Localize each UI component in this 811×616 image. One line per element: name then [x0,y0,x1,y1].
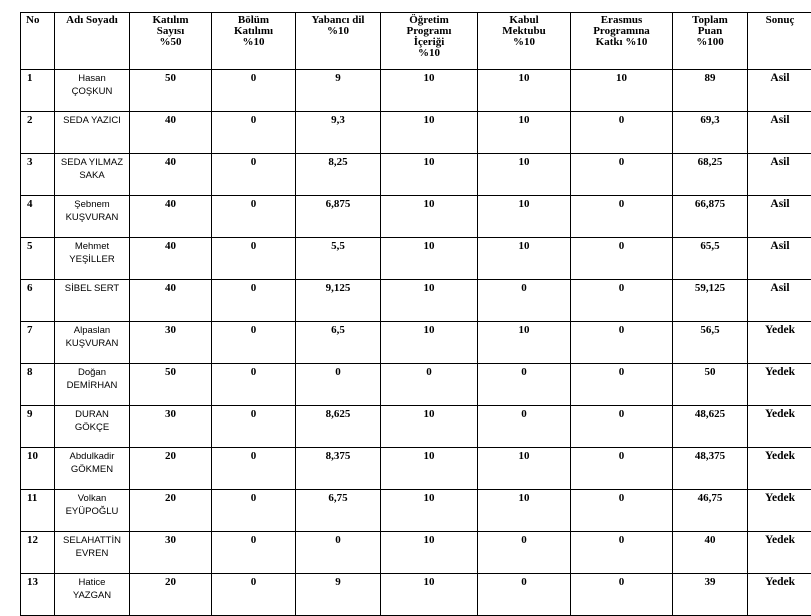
cell-erasmus: 0 [571,448,673,490]
cell-dil: 6,875 [296,196,381,238]
header-line: Kabul [478,15,570,26]
cell-kabul: 0 [478,532,571,574]
cell-name [55,70,130,112]
header-line: %10 [381,48,477,59]
cell-kabul: 0 [478,574,571,616]
header-line: Mektubu [478,26,570,37]
cell-dil: 6,75 [296,490,381,532]
cell-katilim: 50 [130,70,212,112]
name-line: YAZGAN [55,589,129,602]
cell-toplam: 56,5 [673,322,748,364]
cell-name [55,154,130,196]
cell-ogretim: 10 [381,238,478,280]
header-line: %10 [478,37,570,48]
cell-no: 7 [21,322,55,364]
header-line: Erasmus [571,15,672,26]
cell-name [55,364,130,406]
cell-sonuc: Asil [748,70,811,112]
cell-toplam: 39 [673,574,748,616]
name-line: Hasan [55,72,129,85]
cell-dil: 9 [296,70,381,112]
header-line: %10 [212,37,295,48]
cell-dil: 6,5 [296,322,381,364]
table-row [21,574,811,616]
header-sonuc [748,13,811,70]
header-line: Adı Soyadı [55,15,129,26]
cell-ogretim: 10 [381,280,478,322]
cell-bolum: 0 [212,154,296,196]
results-table [20,12,811,616]
header-ogretim [381,13,478,70]
name-line: Doğan [55,366,129,379]
cell-sonuc: Asil [748,280,811,322]
cell-katilim: 40 [130,196,212,238]
name-line: GÖKÇE [55,421,129,434]
cell-kabul: 10 [478,490,571,532]
name-line: YEŞİLLER [55,253,129,266]
name-line: DEMİRHAN [55,379,129,392]
header-kabul [478,13,571,70]
table-row [21,364,811,406]
cell-ogretim: 10 [381,448,478,490]
table-row [21,154,811,196]
cell-name [55,490,130,532]
cell-dil: 9,3 [296,112,381,154]
cell-erasmus: 0 [571,574,673,616]
cell-sonuc: Yedek [748,448,811,490]
cell-no: 9 [21,406,55,448]
cell-ogretim: 10 [381,70,478,112]
cell-name [55,532,130,574]
cell-katilim: 40 [130,238,212,280]
cell-ogretim: 10 [381,490,478,532]
cell-sonuc: Asil [748,154,811,196]
cell-bolum: 0 [212,322,296,364]
cell-bolum: 0 [212,112,296,154]
header-line: Katılım [130,15,211,26]
cell-katilim: 20 [130,490,212,532]
cell-name [55,196,130,238]
cell-name [55,280,130,322]
table-row [21,280,811,322]
cell-ogretim: 10 [381,532,478,574]
cell-name [55,448,130,490]
cell-no: 3 [21,154,55,196]
cell-bolum: 0 [212,280,296,322]
name-line: SEDA YILMAZ [55,156,129,169]
name-line: KUŞVURAN [55,211,129,224]
cell-dil: 8,625 [296,406,381,448]
cell-katilim: 30 [130,406,212,448]
cell-erasmus: 0 [571,364,673,406]
cell-ogretim: 10 [381,406,478,448]
header-toplam [673,13,748,70]
cell-name [55,112,130,154]
cell-bolum: 0 [212,70,296,112]
cell-no: 5 [21,238,55,280]
cell-katilim: 20 [130,448,212,490]
cell-katilim: 40 [130,154,212,196]
name-line: Mehmet [55,240,129,253]
cell-dil: 8,375 [296,448,381,490]
cell-bolum: 0 [212,490,296,532]
cell-ogretim: 10 [381,574,478,616]
cell-dil: 0 [296,532,381,574]
cell-kabul: 10 [478,196,571,238]
cell-toplam: 48,375 [673,448,748,490]
cell-erasmus: 0 [571,196,673,238]
header-bolum [212,13,296,70]
name-line: ÇOŞKUN [55,85,129,98]
cell-name [55,322,130,364]
cell-bolum: 0 [212,532,296,574]
cell-kabul: 10 [478,112,571,154]
cell-toplam: 48,625 [673,406,748,448]
name-line: Hatice [55,576,129,589]
cell-erasmus: 10 [571,70,673,112]
header-line: İçeriği [381,37,477,48]
name-line: SELAHATTİN [55,534,129,547]
cell-no: 6 [21,280,55,322]
name-line: Abdulkadir [55,450,129,463]
header-line: Sayısı [130,26,211,37]
cell-ogretim: 10 [381,196,478,238]
name-line: SİBEL SERT [55,282,129,295]
cell-katilim: 20 [130,574,212,616]
cell-kabul: 0 [478,406,571,448]
cell-erasmus: 0 [571,112,673,154]
cell-katilim: 30 [130,532,212,574]
cell-erasmus: 0 [571,490,673,532]
name-line: KUŞVURAN [55,337,129,350]
header-line: Programına [571,26,672,37]
cell-toplam: 50 [673,364,748,406]
cell-toplam: 66,875 [673,196,748,238]
cell-sonuc: Asil [748,112,811,154]
cell-katilim: 30 [130,322,212,364]
cell-dil: 9,125 [296,280,381,322]
table-row [21,322,811,364]
header-line: Öğretim [381,15,477,26]
cell-kabul: 0 [478,364,571,406]
cell-kabul: 0 [478,280,571,322]
cell-dil: 9 [296,574,381,616]
cell-dil: 8,25 [296,154,381,196]
cell-katilim: 40 [130,112,212,154]
header-line: Yabancı dil [296,15,380,26]
cell-toplam: 89 [673,70,748,112]
cell-sonuc: Yedek [748,532,811,574]
name-line: Volkan [55,492,129,505]
cell-no: 13 [21,574,55,616]
cell-bolum: 0 [212,448,296,490]
table-row [21,406,811,448]
table-row [21,532,811,574]
cell-dil: 5,5 [296,238,381,280]
header-line: %10 [296,26,380,37]
cell-no: 1 [21,70,55,112]
table-row [21,196,811,238]
cell-sonuc: Yedek [748,364,811,406]
header-line: Katılımı [212,26,295,37]
cell-toplam: 68,25 [673,154,748,196]
cell-erasmus: 0 [571,532,673,574]
header-line: %100 [673,37,747,48]
header-erasmus [571,13,673,70]
table-row [21,448,811,490]
header-line: No [26,15,54,26]
table-row [21,112,811,154]
cell-bolum: 0 [212,196,296,238]
cell-katilim: 50 [130,364,212,406]
cell-erasmus: 0 [571,406,673,448]
cell-no: 12 [21,532,55,574]
header-katilim [130,13,212,70]
cell-sonuc: Yedek [748,322,811,364]
header-name [55,13,130,70]
name-line: SAKA [55,169,129,182]
cell-no: 2 [21,112,55,154]
cell-sonuc: Asil [748,238,811,280]
cell-sonuc: Asil [748,196,811,238]
cell-ogretim: 10 [381,112,478,154]
cell-toplam: 40 [673,532,748,574]
cell-kabul: 10 [478,322,571,364]
cell-bolum: 0 [212,238,296,280]
cell-name [55,406,130,448]
header-line: Katkı %10 [571,37,672,48]
table-row [21,490,811,532]
cell-kabul: 10 [478,154,571,196]
header-line: Toplam [673,15,747,26]
name-line: EVREN [55,547,129,560]
cell-kabul: 10 [478,70,571,112]
cell-no: 11 [21,490,55,532]
header-dil [296,13,381,70]
cell-sonuc: Yedek [748,574,811,616]
cell-name [55,238,130,280]
cell-no: 10 [21,448,55,490]
cell-erasmus: 0 [571,322,673,364]
header-row [21,13,811,70]
cell-kabul: 10 [478,238,571,280]
header-line: Puan [673,26,747,37]
cell-sonuc: Yedek [748,490,811,532]
cell-toplam: 69,3 [673,112,748,154]
cell-ogretim: 10 [381,322,478,364]
cell-ogretim: 10 [381,154,478,196]
cell-bolum: 0 [212,406,296,448]
header-line: Bölüm [212,15,295,26]
cell-toplam: 65,5 [673,238,748,280]
cell-toplam: 59,125 [673,280,748,322]
header-line: Programı [381,26,477,37]
cell-erasmus: 0 [571,238,673,280]
cell-no: 4 [21,196,55,238]
header-line: Sonuç [748,15,811,26]
cell-bolum: 0 [212,364,296,406]
table-row [21,70,811,112]
table-row [21,238,811,280]
cell-erasmus: 0 [571,154,673,196]
cell-no: 8 [21,364,55,406]
name-line: DURAN [55,408,129,421]
name-line: SEDA YAZICI [55,114,129,127]
name-line: EYÜPOĞLU [55,505,129,518]
name-line: GÖKMEN [55,463,129,476]
cell-katilim: 40 [130,280,212,322]
cell-erasmus: 0 [571,280,673,322]
header-line: %50 [130,37,211,48]
cell-sonuc: Yedek [748,406,811,448]
cell-kabul: 10 [478,448,571,490]
header-no [21,13,55,70]
cell-name [55,574,130,616]
cell-bolum: 0 [212,574,296,616]
name-line: Şebnem [55,198,129,211]
cell-dil: 0 [296,364,381,406]
name-line: Alpaslan [55,324,129,337]
cell-ogretim: 0 [381,364,478,406]
cell-toplam: 46,75 [673,490,748,532]
